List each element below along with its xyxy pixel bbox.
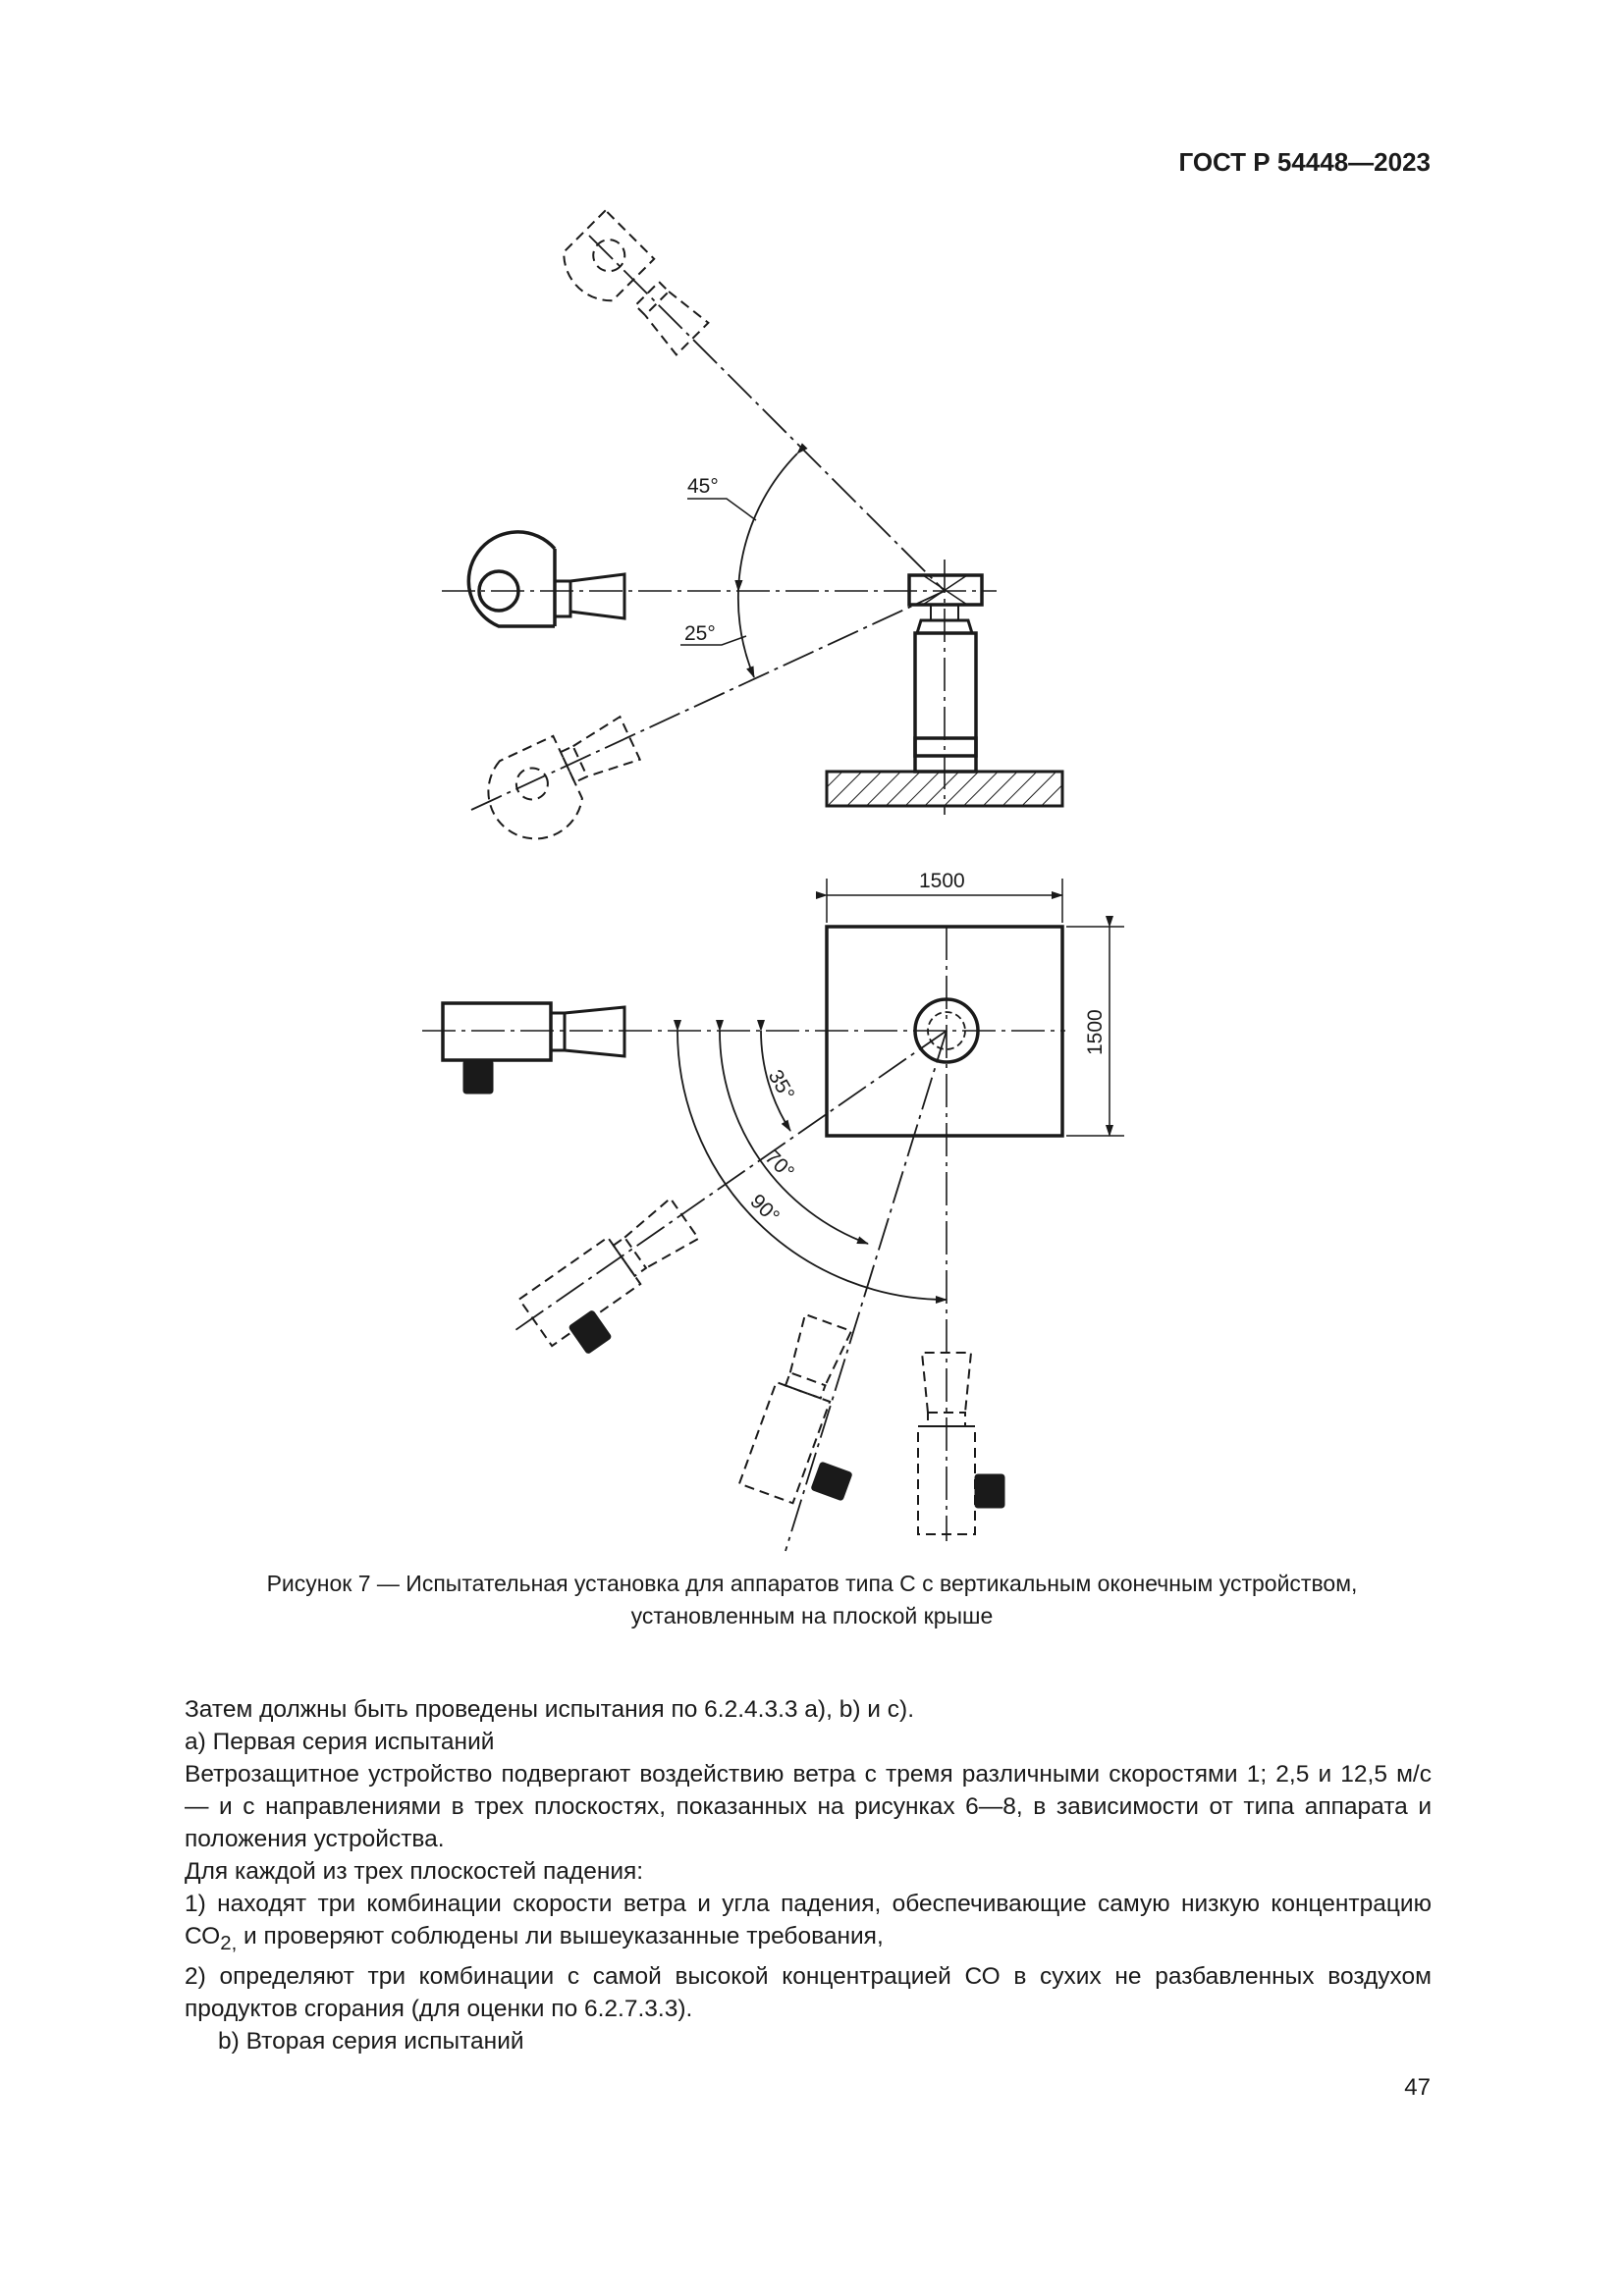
angle-45-label: 45° [687, 475, 719, 498]
paragraph-text: и проверяют соблюдены ли вышеуказанные требования, [237, 1923, 884, 1949]
angle-35-label: 35° [763, 1066, 799, 1105]
paragraph: а) Первая серия испытаний [185, 1729, 495, 1755]
paragraph [124, 1960, 1432, 2025]
paragraph-text: 2) определяют три комбинации с самой высокой концентрацией СО в сухих не разбавленных воздухом продуктов сгорания (для оценки по 6.2.7.3.3). [185, 1962, 1432, 2022]
dimension-width-label: 1500 [919, 870, 965, 892]
page-number: 47 [1404, 2074, 1431, 2101]
subscript: 2, [220, 1932, 238, 1954]
paragraph: Для каждой из трех плоскостей падения: [185, 1858, 644, 1885]
top-diagram [442, 210, 1062, 854]
figure-caption [147, 1568, 1477, 1632]
caption-line-2: установленным на плоской крыше [630, 1603, 994, 1629]
document-code: ГОСТ Р 54448—2023 [1178, 147, 1431, 177]
paragraph-text: Ветрозащитное устройство подвергают воздействию ветра с тремя различными скоростями 1; 2,5 и 12,5 м/с — и с направлениями в трех плоскостях, показанных на рисунках 6—8, в зависимости от типа аппарата и положения устройства. [185, 1761, 1432, 1852]
angle-70-label: 70° [760, 1146, 799, 1184]
caption-line-1: Рисунок 7 — Испытательная установка для аппаратов типа С с вертикальным оконечным устройством, [266, 1571, 1358, 1596]
dimension-height-label: 1500 [1084, 1009, 1107, 1055]
body-text [185, 1693, 1432, 2057]
paragraph-text: 1) находят три комбинации скорости ветра и угла падения, обеспечивающие самую низкую концентрацию СО [185, 1891, 1432, 1949]
paragraph: b) Вторая серия испытаний [218, 2027, 524, 2055]
paragraph: Затем должны быть проведены испытания по 6.2.4.3.3 а), b) и с). [185, 1696, 915, 1723]
angle-90-label: 90° [745, 1190, 785, 1228]
paragraph [124, 1758, 1432, 1855]
paragraph [124, 1888, 1432, 1960]
angle-25-label: 25° [684, 622, 716, 645]
